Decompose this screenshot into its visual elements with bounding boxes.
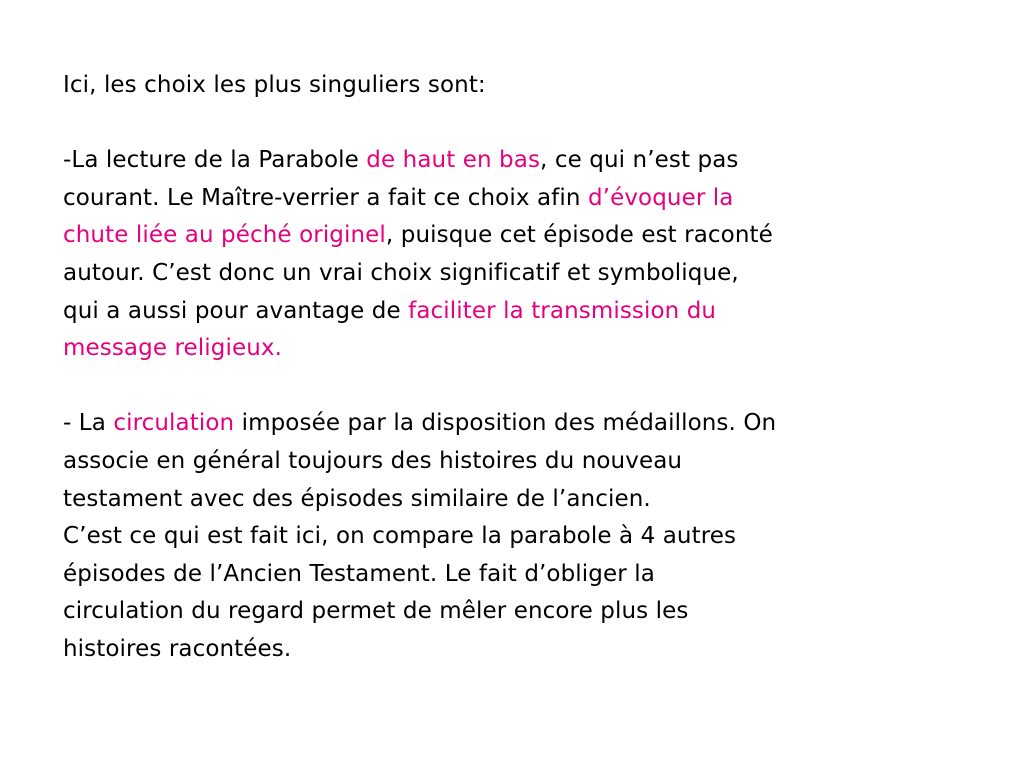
highlight-circulation: circulation bbox=[113, 410, 235, 437]
point2-line-6 bbox=[63, 593, 963, 631]
point1-line-2 bbox=[63, 180, 963, 218]
highlight-evoke-fall: d’évoquer la bbox=[587, 184, 734, 211]
point1-line-6 bbox=[63, 330, 963, 368]
point2-text: imposée par la disposition des médaillons. On bbox=[234, 410, 777, 437]
point2-line-3 bbox=[63, 481, 963, 519]
point2-line-2 bbox=[63, 443, 963, 481]
point1-line-3 bbox=[63, 217, 963, 255]
point1-text: courant. Le Maître-verrier a fait ce choix afin bbox=[63, 184, 588, 211]
point2-text: circulation du regard permet de mêler encore plus les bbox=[63, 598, 689, 625]
paragraph-spacer bbox=[63, 105, 963, 143]
point2-line-4 bbox=[63, 518, 963, 556]
point2-text: - La bbox=[63, 410, 114, 437]
point2-text: épisodes de l’Ancien Testament. Le fait d’obliger la bbox=[63, 560, 655, 587]
point2-text: associe en général toujours des histoires du nouveau bbox=[63, 447, 683, 474]
point1-text: autour. C’est donc un vrai choix significatif et symbolique, bbox=[63, 259, 739, 286]
intro-line bbox=[63, 67, 963, 105]
point1-text: , puisque cet épisode est raconté bbox=[385, 222, 773, 249]
point2-line-1 bbox=[63, 405, 963, 443]
highlight-transmission: faciliter la transmission du bbox=[408, 297, 717, 324]
highlight-religious-message: message religieux. bbox=[63, 335, 282, 362]
point2-text: histoires racontées. bbox=[63, 635, 292, 662]
point1-text: qui a aussi pour avantage de bbox=[63, 297, 409, 324]
slide-text-body bbox=[63, 67, 963, 669]
point2-text: C’est ce qui est fait ici, on compare la parabole à 4 autres bbox=[63, 523, 737, 550]
highlight-original-sin: chute liée au péché originel bbox=[63, 222, 386, 249]
intro-text: Ici, les choix les plus singuliers sont: bbox=[63, 72, 486, 98]
point1-line-5 bbox=[63, 293, 963, 331]
point1-text: -La lecture de la Parabole bbox=[63, 147, 367, 174]
paragraph-spacer bbox=[63, 368, 963, 406]
point1-line-1 bbox=[63, 142, 963, 180]
point2-line-7 bbox=[63, 631, 963, 669]
point1-line-4 bbox=[63, 255, 963, 293]
point2-text: testament avec des épisodes similaire de l’ancien. bbox=[63, 485, 651, 512]
point2-line-5 bbox=[63, 556, 963, 594]
highlight-top-to-bottom: de haut en bas bbox=[366, 147, 541, 174]
point1-text: , ce qui n’est pas bbox=[540, 147, 739, 174]
